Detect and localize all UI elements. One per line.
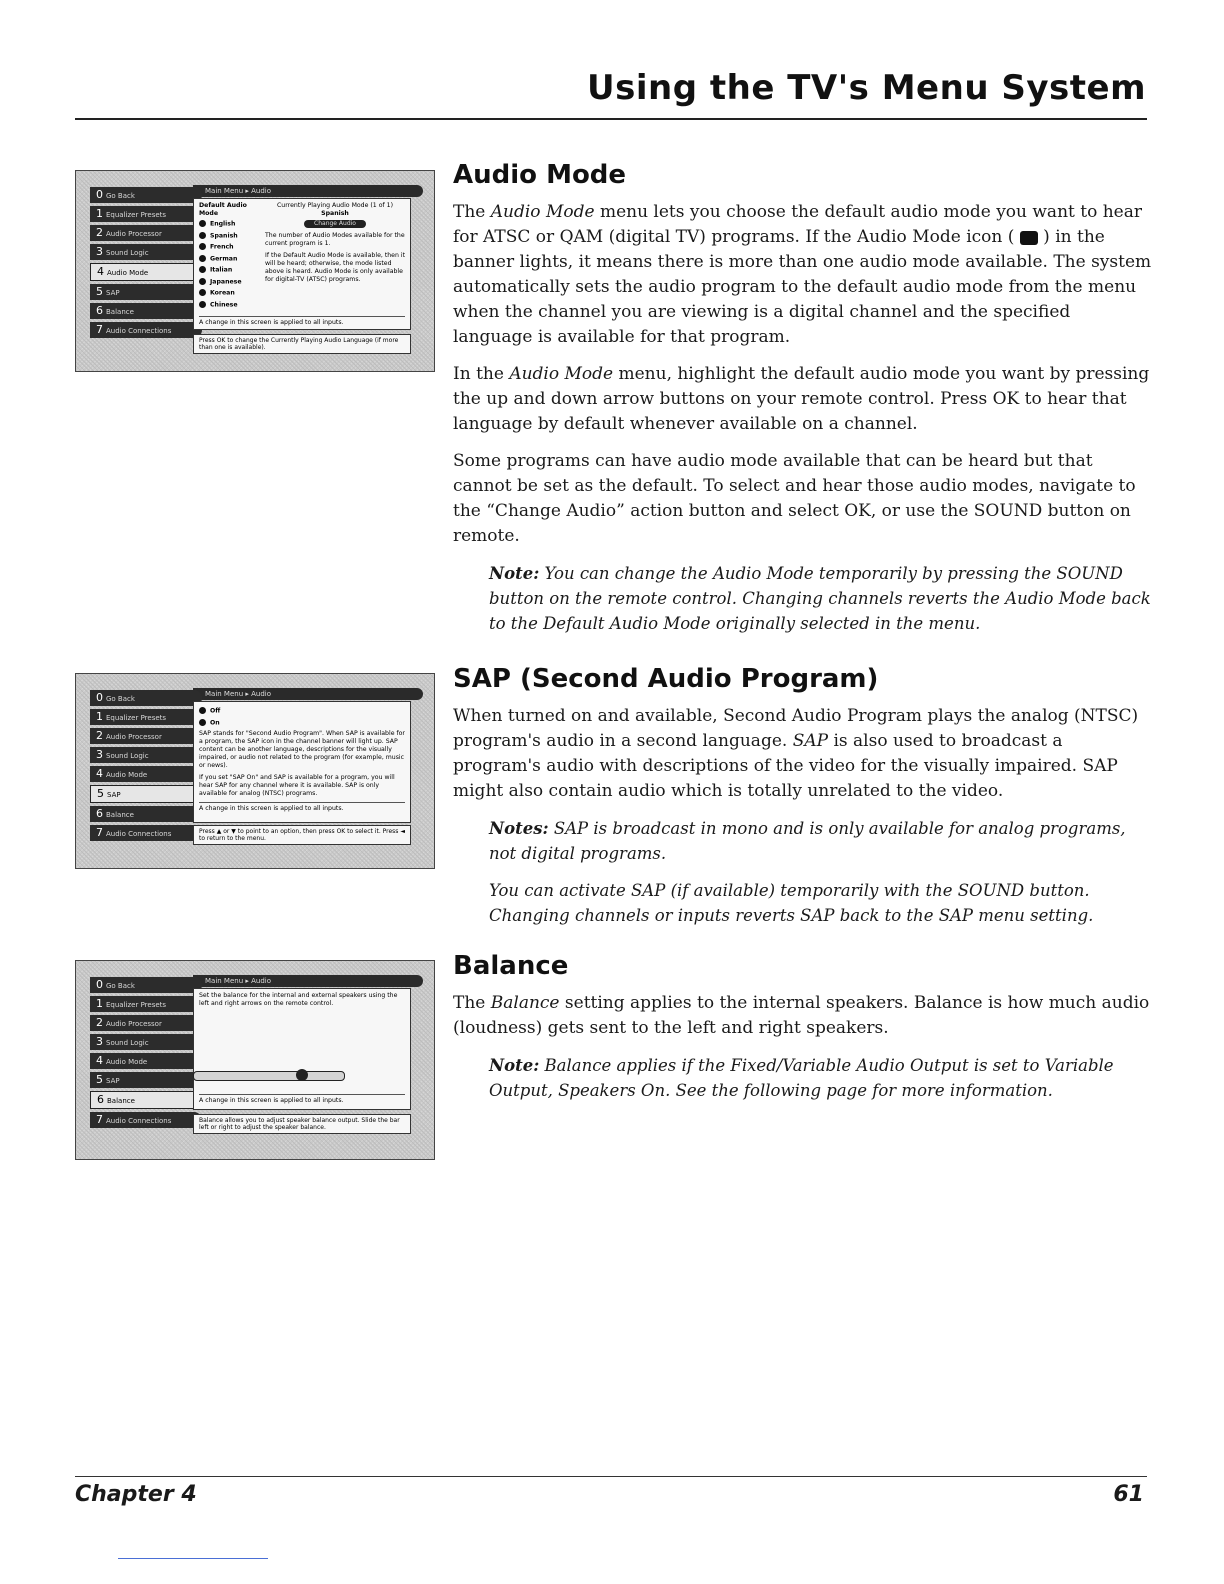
menu-item: 7 Audio Connections (90, 825, 202, 841)
sap-section (453, 664, 1153, 940)
section-heading: Audio Mode (453, 160, 627, 190)
sap-screenshot (75, 673, 435, 869)
section-heading: SAP (Second Audio Program) (453, 664, 879, 694)
menu-item: 0 Go Back (90, 187, 202, 203)
audio-mode-screenshot (75, 170, 435, 372)
hint-box: Press ▲ or ▼ to point to an option, then press OK to select it. Press ◄ to return to the menu. (193, 825, 411, 845)
menu-item: 1 Equalizer Presets (90, 206, 202, 222)
radio-icon (199, 220, 206, 227)
paragraph: The Balance setting applies to the internal speakers. Balance is how much audio (loudness) gets sent to the left and right speakers. (453, 993, 1150, 1038)
menu-item: 2 Audio Processor (90, 728, 202, 744)
paragraph: When turned on and available, Second Audio Program plays the analog (NTSC) program's audio in a second language. SAP is also used to broadcast a program's audio with descriptions of the video for the visually impaired. SAP might also contain audio which is totally unrelated to the video. (453, 706, 1139, 801)
menu-item: 1 Equalizer Presets (90, 709, 202, 725)
balance-screenshot (75, 960, 435, 1160)
menu-item: 0 Go Back (90, 690, 202, 706)
breadcrumb: Main Menu ▸ Audio (193, 975, 423, 987)
audio-mode-section (453, 160, 1153, 648)
menu-item: 4 Audio Mode (90, 1053, 202, 1069)
section-heading: Balance (453, 951, 569, 981)
menu-item: 5 SAP (90, 284, 202, 300)
menu-list (90, 187, 202, 341)
menu-item-selected: 6 Balance (90, 1091, 202, 1109)
menu-item: 6 Balance (90, 303, 202, 319)
menu-item: 4 Audio Mode (90, 766, 202, 782)
balance-slider (193, 1071, 345, 1081)
chapter-label: Chapter 4 (75, 1482, 197, 1507)
menu-item: 6 Balance (90, 806, 202, 822)
radio-icon (199, 255, 206, 262)
note: Note: Balance applies if the Fixed/Variable Audio Output is set to Variable Output, Speakers On. See the following page for more information. (489, 1056, 1114, 1100)
page-number: 61 (1113, 1482, 1144, 1507)
menu-item: 7 Audio Connections (90, 1112, 202, 1128)
menu-item: 7 Audio Connections (90, 322, 202, 338)
radio-icon (199, 232, 206, 239)
menu-item: 3 Sound Logic (90, 244, 202, 260)
menu-item: 2 Audio Processor (90, 1015, 202, 1031)
radio-icon (199, 278, 206, 285)
menu-item: 3 Sound Logic (90, 747, 202, 763)
note: Note: You can change the Audio Mode temporarily by pressing the SOUND button on the remote control. Changing channels reverts the Audio Mode back to the Default Audio Mode originally selected in the menu. (489, 564, 1151, 633)
menu-item: 1 Equalizer Presets (90, 996, 202, 1012)
audio-mode-icon (1020, 231, 1038, 245)
menu-item-selected: 5 SAP (90, 785, 202, 803)
breadcrumb: Main Menu ▸ Audio (193, 185, 423, 197)
hint-box: Balance allows you to adjust speaker balance output. Slide the bar left or right to adjust the speaker balance. (193, 1114, 411, 1134)
paragraph: Some programs can have audio mode available that can be heard but that cannot be set as the default. To select and hear those audio modes, navigate to the “Change Audio” action button and select OK, or use the SOUND button on remote. (453, 451, 1136, 546)
radio-icon (199, 289, 206, 296)
change-audio-button: Change Audio (304, 220, 366, 228)
sap-pane: Off On SAP stands for "Second Audio Program". When SAP is available for a program, the SAP icon in the channel banner will light up. SAP content can be another language, descriptions for the visually impaired, or audio not related to the program (for example, music or news). If you set "SAP On" and SAP is available for a program, you will hear SAP for any channel where it is available. SAP is only available for analog (NTSC) programs. A change in this screen is applied to all inputs. (193, 701, 411, 823)
slider-knob (296, 1069, 308, 1081)
radio-icon (199, 707, 206, 714)
menu-item-selected: 4 Audio Mode (90, 263, 202, 281)
radio-icon (199, 301, 206, 308)
breadcrumb: Main Menu ▸ Audio (193, 688, 423, 700)
menu-item: 5 SAP (90, 1072, 202, 1088)
menu-item: 2 Audio Processor (90, 225, 202, 241)
balance-section (453, 951, 1153, 1115)
menu-list (90, 977, 202, 1131)
menu-list (90, 690, 202, 844)
paragraph: The Audio Mode menu lets you choose the default audio mode you want to hear for ATSC or QAM (digital TV) programs. If the Audio Mode icon ( ) in the banner lights, it means there is more than one audio mode available. The system automatically sets the audio program to the default audio mode from the menu when the channel you are viewing is a digital channel and the specified language is available for that program. (453, 202, 1152, 347)
radio-icon (199, 243, 206, 250)
paragraph: In the Audio Mode menu, highlight the default audio mode you want by pressing the up and down arrow buttons on your remote control. Press OK to hear that language by default whenever available on a channel. (453, 364, 1150, 434)
radio-icon (199, 719, 206, 726)
hint-box: Press OK to change the Currently Playing Audio Language (if more than one is available). (193, 334, 411, 354)
page-header-title: Using the TV's Menu System (587, 68, 1146, 108)
menu-item: 0 Go Back (90, 977, 202, 993)
header-divider (75, 118, 1147, 120)
footer-divider (75, 1476, 1147, 1477)
note: Notes: SAP is broadcast in mono and is only available for analog programs, not digital programs. (489, 819, 1126, 863)
note: You can activate SAP (if available) temporarily with the SOUND button. Changing channels or inputs reverts SAP back to the SAP menu setting. (489, 881, 1094, 925)
radio-icon (199, 266, 206, 273)
audio-mode-pane: Default Audio Mode English Spanish French German Italian Japanese Korean Chinese Currently Playing Audio Mode (1 of 1) Spanish Change Audio The number of Audio Modes available for the current program is 1. If the Default Audio Mode is available, then it will be heard; otherwise, the mode listed above is heard. Audio Mode is only available for digital-TV (ATSC) programs. A change in this screen is applied to all inputs. (193, 198, 411, 330)
menu-item: 3 Sound Logic (90, 1034, 202, 1050)
balance-pane: Set the balance for the internal and external speakers using the left and right arrows on the remote control. A change in this screen is applied to all inputs. (193, 988, 411, 1110)
decorative-line (118, 1558, 268, 1559)
